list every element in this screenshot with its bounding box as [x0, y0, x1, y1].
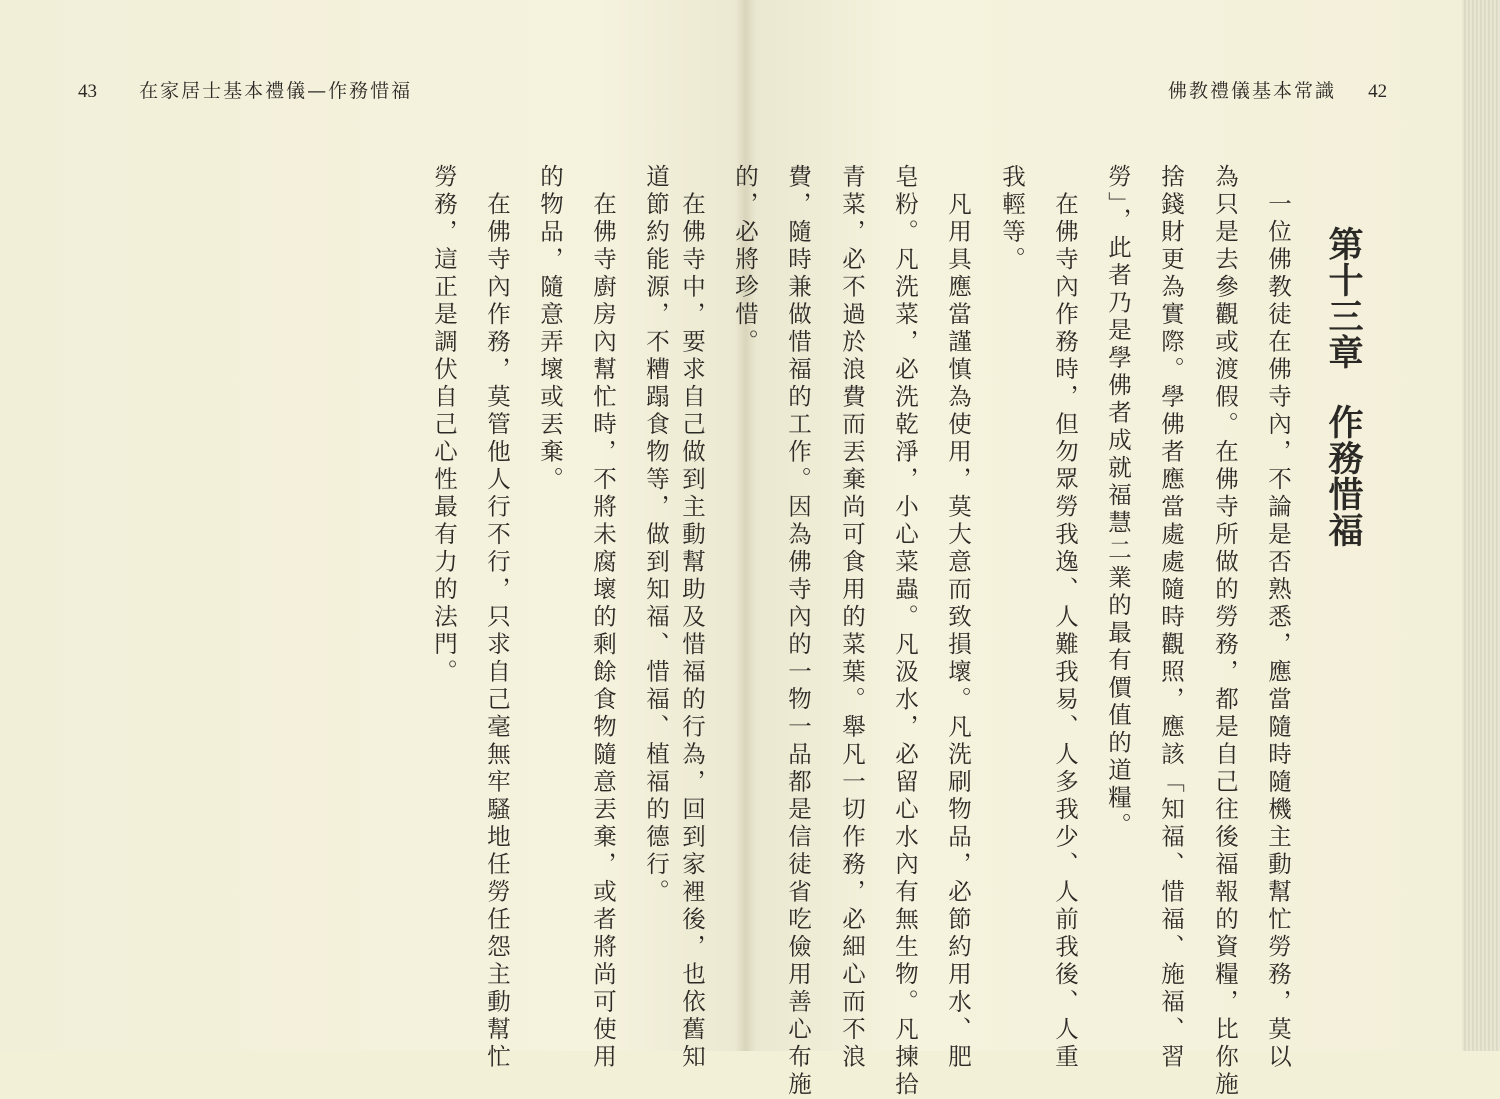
right-text-column: 勞」，此者乃是學佛者成就福慧二業的最有價值的道糧。	[1104, 164, 1132, 840]
chapter-label: 第十三章	[1323, 226, 1363, 370]
left-running-header: 在家居士基本禮儀—作務惜福	[139, 80, 413, 102]
right-text-column: 皂粉。凡洗菜，必洗乾淨，小心菜蟲。凡汲水，必留心水內有無生物。凡揀拾	[891, 164, 919, 1099]
left-text-column: 在佛寺內作務，莫管他人行不行，只求自己毫無牢騷地任勞任怨主動幫忙	[483, 164, 511, 1072]
right-text-column: 費，隨時兼做惜福的工作。因為佛寺內的一物一品都是信徒省吃儉用善心布施	[784, 164, 812, 1099]
right-page-header	[1168, 76, 1387, 103]
right-text-column: 一位佛教徒在佛寺內，不論是否熟悉，應當隨時隨機主動幫忙勞務，莫以	[1264, 164, 1292, 1072]
right-text-column: 在佛寺中，要求自己做到主動幫助及惜福的行為，回到家裡後，也依舊知	[678, 164, 706, 1072]
right-text-column: 在佛寺內作務時，但勿眾勞我逸、人難我易、人多我少、人前我後、人重	[1051, 164, 1079, 1072]
right-text-column: 的，必將珍惜。	[731, 164, 759, 357]
right-page-number: 42	[1368, 81, 1388, 102]
left-page-number: 43	[78, 81, 97, 102]
left-text-column: 在佛寺廚房內幫忙時，不將未腐壞的剩餘食物隨意丟棄，或者將尚可使用	[589, 164, 617, 1072]
right-text-column: 為只是去參觀或渡假。在佛寺所做的勞務，都是自己往後福報的資糧，比你施	[1211, 164, 1239, 1099]
right-running-header: 佛教禮儀基本常識	[1168, 80, 1337, 102]
left-page-header	[78, 76, 412, 103]
right-text-column: 捨錢財更為實際。學佛者應當處處隨時觀照，應該「知福、惜福、施福、習	[1157, 164, 1185, 1072]
chapter-name: 作務惜福	[1323, 404, 1363, 548]
left-text-column: 的物品，隨意弄壞或丟棄。	[536, 164, 564, 494]
chapter-title	[1318, 226, 1368, 548]
right-text-column: 青菜，必不過於浪費而丟棄尚可食用的菜葉。舉凡一切作務，必細心而不浪	[838, 164, 866, 1072]
right-text-column: 我輕等。	[998, 164, 1026, 274]
page-edges	[1462, 0, 1500, 1051]
left-text-column: 勞務，這正是調伏自己心性最有力的法門。	[430, 164, 458, 687]
bleed-through-left	[110, 150, 480, 970]
right-text-column: 凡用具應當謹慎為使用，莫大意而致損壞。凡洗刷物品，必節約用水、肥	[944, 164, 972, 1072]
left-text-column: 道節約能源，不糟蹋食物等，做到知福、惜福、植福的德行。	[642, 164, 670, 907]
